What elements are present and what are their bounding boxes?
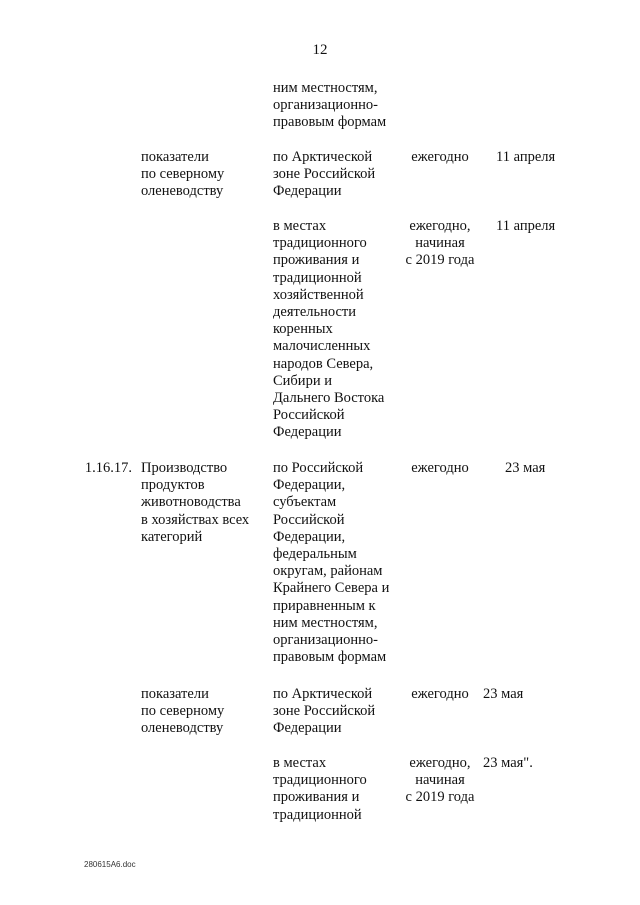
row4-breakdown: по Арктической зоне Российской Федерации	[273, 686, 376, 737]
row3-frequency: ежегодно	[411, 460, 469, 476]
page-number: 12	[312, 42, 328, 58]
row5-date: 23 мая".	[483, 755, 533, 771]
row2-breakdown: в местах традиционного проживания и традиционной хозяйственной деятельности коренных малочисленных народов Севера, Сибири и Дальнего Востока Российской Федерации	[273, 218, 385, 441]
row2-date: 11 апреля	[496, 218, 556, 234]
document-filename: 280615A6.doc	[84, 860, 136, 869]
row1-breakdown: по Арктической зоне Российской Федерации	[273, 149, 376, 200]
row3-indicator: Производство продуктов животноводства в хозяйствах всех категорий	[141, 460, 250, 545]
row1-frequency: ежегодно	[411, 149, 469, 165]
row0-breakdown: ним местностям, организационно- правовым формам	[273, 80, 387, 131]
row1-indicator: показатели по северному оленеводству	[141, 149, 225, 200]
row4-date: 23 мая	[483, 686, 524, 702]
row5-frequency: ежегодно, начиная с 2019 года	[405, 755, 475, 806]
row4-frequency: ежегодно	[411, 686, 469, 702]
row3-date: 23 мая	[505, 460, 546, 476]
row4-indicator: показатели по северному оленеводству	[141, 686, 225, 737]
row2-frequency: ежегодно, начиная с 2019 года	[405, 218, 475, 269]
row5-breakdown: в местах традиционного проживания и традиционной	[273, 755, 367, 823]
row3-number: 1.16.17.	[84, 460, 132, 476]
row3-breakdown: по Российской Федерации, субъектам Российской Федерации, федеральным округам, районам Крайнего Севера и приравненным к ним местностям, организационно- правовым формам	[273, 460, 390, 666]
row1-date: 11 апреля	[496, 149, 556, 165]
